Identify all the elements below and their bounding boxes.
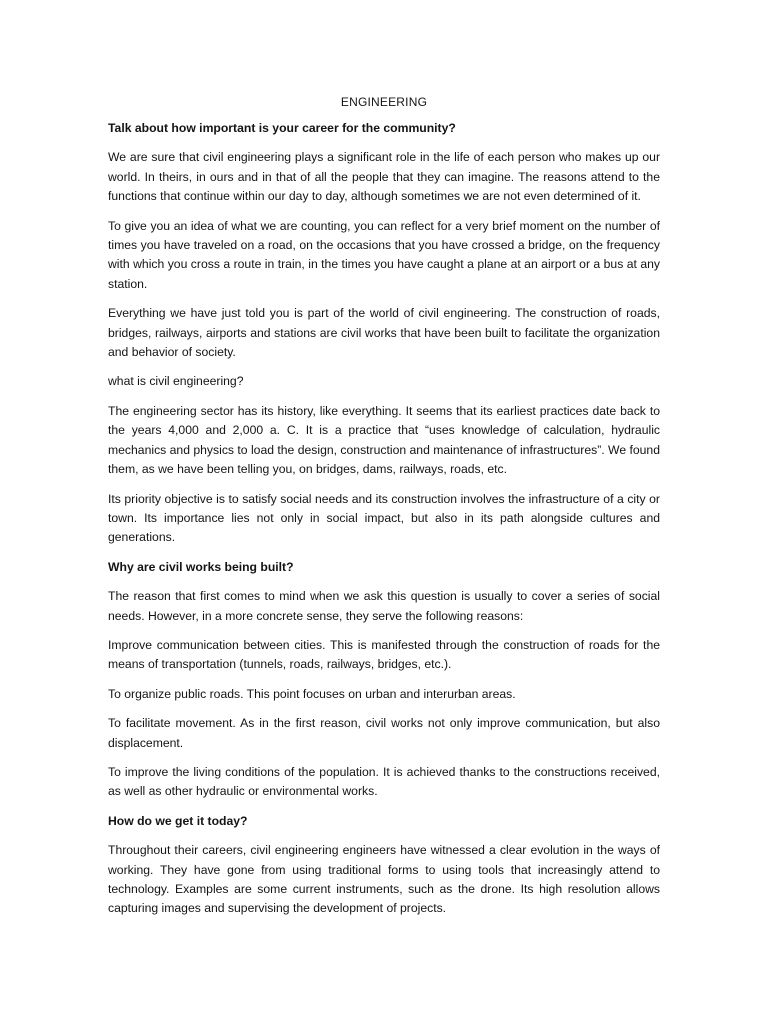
paragraph: To give you an idea of what we are counting, you can reflect for a very brief moment on the number of times you have traveled on a road, on the occasions that you have crossed a bridge, on the frequency with which you cross a route in train, in the times you have caught a plane at an airport or a bus at any station. (108, 218, 660, 291)
paragraph: Improve communication between cities. This is manifested through the construction of roads for the means of transportation (tunnels, roads, railways, bridges, etc.). (108, 637, 660, 672)
document-title: ENGINEERING (340, 95, 428, 109)
paragraph: The reason that first comes to mind when we ask this question is usually to cover a series of social needs. However, in a more concrete sense, they serve the following reasons: (108, 589, 660, 623)
paragraph: We are sure that civil engineering plays a significant role in the life of each person who makes up our world. In theirs, in ours and in that of all the people that they can imagine. The reasons attend to the functions that continue within our day to day, although sometimes we are not even determined of it. (108, 150, 660, 204)
paragraph: Everything we have just told you is part of the world of civil engineering. The construction of roads, bridges, railways, airports and stations are civil works that have been built to facilitate the organization and behavior of society. (108, 306, 660, 360)
paragraph: Its priority objective is to satisfy social needs and its construction involves the infrastructure of a city or town. Its importance lies not only in social impact, but also in its path alongside cultures and generations. (108, 491, 660, 545)
section-heading: Why are civil works being built? (108, 559, 294, 574)
paragraph: To facilitate movement. As in the first reason, civil works not only improve communication, but also displacement. (108, 716, 660, 750)
paragraph: what is civil engineering? (108, 374, 244, 389)
paragraph: The engineering sector has its history, like everything. It seems that its earliest practices date back to the years 4,000 and 2,000 a. C. It is a practice that “uses knowledge of calculation, hydraulic mechanics and physics to load the design, construction and maintenance of infrastructures”. We found them, as we have been telling you, on bridges, dams, railways, roads, etc. (108, 403, 660, 477)
section-heading: How do we get it today? (108, 813, 248, 828)
paragraph: To organize public roads. This point focuses on urban and interurban areas. (108, 686, 516, 701)
paragraph: Throughout their careers, civil engineering engineers have witnessed a clear evolution in the ways of working. They have gone from using traditional forms to using tools that increasingly attend to technology. Examples are some current instruments, such as the drone. Its high resolution allows capturing images and supervising the development of projects. (108, 843, 660, 916)
section-heading: Talk about how important is your career for the community? (108, 121, 456, 135)
paragraph: To improve the living conditions of the population. It is achieved thanks to the constructions received, as well as other hydraulic or environmental works. (108, 764, 660, 799)
document-page (108, 94, 660, 929)
